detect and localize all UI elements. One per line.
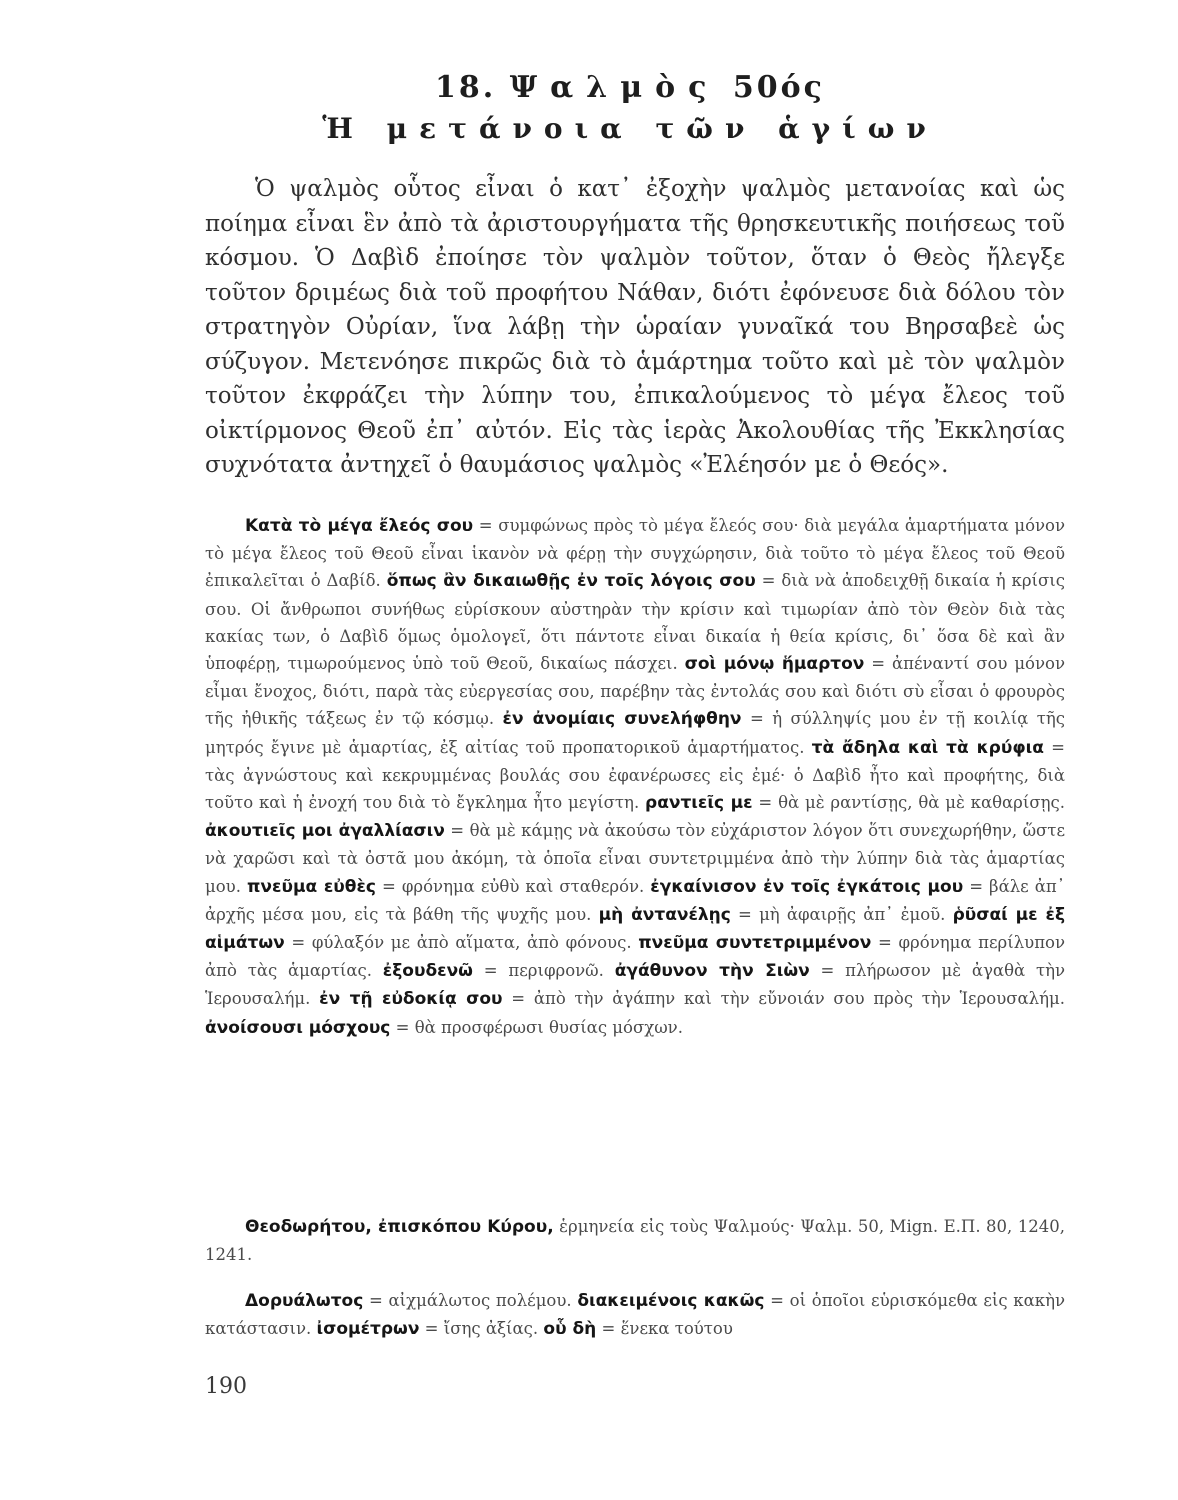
source-author: Θεοδωρήτου, ἐπισκόπου Κύρου, [245, 1217, 554, 1237]
term: Δορυάλωτος [245, 1291, 364, 1311]
psalm-number: 50ός [732, 70, 825, 105]
commentary-paragraph [205, 512, 1065, 1042]
term: ἀγάθυνον τὴν Σιὼν [614, 961, 810, 982]
term: ὅπως ἂν δικαιωθῇς ἐν τοῖς λόγοις σου [386, 571, 756, 592]
term: ἐξουδενῶ [382, 961, 473, 982]
psalm-subtitle: Ἡ μετάνοια τῶν ἁγίων [322, 112, 938, 145]
gloss: = βάλε ἀπ᾽ ἀρχῆς μέσα μου, εἰς τὰ βάθη τῆς ψυχῆς μου. [205, 876, 1065, 924]
gloss: = φύλαξόν με ἀπὸ αἵματα, ἀπὸ φόνους. [284, 933, 639, 953]
source-citation [205, 1213, 1065, 1268]
term: ἀκουτιεῖς μοι ἀγαλλίασιν [205, 821, 445, 842]
term: ῥῦσαί με ἐξ αἱμάτων [205, 904, 1065, 954]
gloss: = ἡ σύλληψίς μου ἐν τῇ κοιλίᾳ τῆς μητρός ἔγινε μὲ ἁμαρτίας, ἐξ αἰτίας τοῦ προπατορικοῦ ἁμαρτήματος. [205, 709, 1065, 757]
source-reference: ἑρμηνεία εἰς τοὺς Ψαλμούς· Ψαλμ. 50, Mign. E.Π. 80, 1240, 1241. [205, 1217, 1066, 1264]
gloss: = συμφώνως πρὸς τὸ μέγα ἔλεός σου· διὰ μεγάλα ἁμαρτήματα μόνον τὸ μέγα ἔλεος τοῦ Θεοῦ εἶναι ἱκανὸν νὰ φέρῃ τὴν συγχώρησιν, διὰ τοῦτο τὸ μέγα ἔλεος τοῦ Θεοῦ ἐπικαλεῖται ὁ Δαβίδ. [205, 516, 1065, 591]
page-number: 190 [205, 1374, 247, 1399]
term: μὴ ἀντανέλῃς [598, 904, 731, 925]
gloss: = φρόνημα εὐθὺ καὶ σταθερόν. [375, 876, 651, 896]
gloss: = ἀπὸ τὴν ἀγάπην καὶ τὴν εὔνοιάν σου πρὸς τὴν Ἱερουσαλήμ. [502, 989, 1065, 1009]
term: οὗ δὴ [543, 1319, 597, 1339]
term: πνεῦμα συντετριμμένον [638, 933, 872, 954]
gloss: = φρόνημα περίλυπον ἀπὸ τὰς ἁμαρτίας. [205, 933, 1066, 981]
term: ἰσομέτρων [316, 1319, 420, 1339]
term: ἐγκαίνισον ἐν τοῖς ἐγκάτοις μου [650, 876, 964, 897]
gloss: = ἴσης ἀξίας. [419, 1319, 544, 1338]
glossary-paragraph [205, 1287, 1065, 1343]
gloss: = περιφρονῶ. [472, 961, 615, 981]
term: ἐν τῇ εὐδοκίᾳ σου [319, 989, 503, 1010]
term: σοὶ μόνῳ ἥμαρτον [684, 654, 865, 675]
gloss: = ἀπέναντί σου μόνον εἶμαι ἔνοχος, διότι, παρὰ τὰς εὐεργεσίας σου, παρέβην τὰς ἐντολάς σου καὶ διότι σὺ εἶσαι ὁ φρουρὸς τῆς ἠθικῆς τάξεως ἐν τῷ κόσμῳ. [205, 654, 1065, 729]
term: τὰ ἄδηλα καὶ τὰ κρύφια [811, 737, 1044, 758]
psalm-heading [200, 70, 1060, 105]
term: πνεῦμα εὐθὲς [246, 876, 376, 897]
gloss: = θὰ μὲ ραντίσῃς, θὰ μὲ καθαρίσῃς. [752, 793, 1065, 813]
gloss: = ἕνεκα τούτου [596, 1319, 733, 1338]
gloss: = τὰς ἀγνώστους καὶ κεκρυμμένας βουλάς σου ἐφανέρωσες εἰς ἐμέ· ὁ Δαβὶδ ἦτο καὶ προφήτης, διὰ τοῦτο καὶ ἡ ἐνοχή του διὰ τὸ ἔγκλημα ἦτο μεγίστη. [205, 737, 1065, 813]
gloss: = θὰ μὲ κάμῃς νὰ ἀκούσω τὸν εὐχάριστον λόγον ὅτι συνεχωρήθην, ὥστε νὰ χαρῶσι καὶ τὰ ὀστᾶ μου ἀκόμη, τὰ ὁποῖα εἶναι συντετριμμένα ἀπὸ τὴν λύπην διὰ τὰς ἁμαρτίας μου. [205, 821, 1065, 896]
term: ἀνοίσουσι μόσχους [205, 1017, 391, 1038]
term: ραντιεῖς με [645, 793, 753, 814]
gloss: = μὴ ἀφαιρῇς ἀπ᾽ ἐμοῦ. [730, 904, 953, 924]
gloss: = θὰ προσφέρωσι θυσίας μόσχων. [390, 1017, 683, 1037]
psalm-word: Ψαλμὸς [509, 70, 720, 105]
gloss: = πλήρωσον μὲ ἀγαθὰ τὴν Ἱερουσαλήμ. [205, 961, 1066, 1009]
gloss: = οἱ ὁποῖοι εὑρισκόμεθα εἰς κακὴν κατάστασιν. [205, 1291, 1065, 1338]
term: ἐν ἀνομίαις συνελήφθην [502, 709, 742, 730]
term: διακειμένοις κακῶς [577, 1291, 765, 1311]
gloss: = αἰχμάλωτος πολέμου. [363, 1291, 578, 1310]
intro-paragraph: Ὁ ψαλμὸς οὗτος εἶναι ὁ κατ᾽ ἐξοχὴν ψαλμὸς μετανοίας καὶ ὡς ποίημα εἶναι ἓν ἀπὸ τὰ ἀριστουργήματα τῆς θρησκευτικῆς ποιήσεως τοῦ κόσμου. Ὁ Δαβὶδ ἐποίησε τὸν ψαλμὸν τοῦτον, ὅταν ὁ Θεὸς ἤλεγξε τοῦτον δριμέως διὰ τοῦ προφήτου Νάθαν, διότι ἐφόνευσε διὰ δόλου τὸν στρατηγὸν Οὐρίαν, ἵνα λάβῃ τὴν ὡραίαν γυναῖκά του Βηρσαβεὲ ὡς σύζυγον. Μετενόησε πικρῶς διὰ τὸ ἁμάρτημα τοῦτο καὶ μὲ τὸν ψαλμὸν τοῦτον ἐκφράζει τὴν λύπην του, ἐπικαλούμενος τὸ μέγα ἔλεος τοῦ οἰκτίρμονος Θεοῦ ἐπ᾽ αὐτόν. Εἰς τὰς ἱερὰς Ἀκολουθίας τῆς Ἐκκλησίας συχνότατα ἀντηχεῖ ὁ θαυμάσιος ψαλμὸς «Ἐλέησόν με ὁ Θεός». [205, 176, 1065, 478]
gloss: = διὰ νὰ ἀποδειχθῇ δικαία ἡ κρίσις σου. Οἱ ἄνθρωποι συνήθως εὑρίσκουν αὐστηρὰν τὴν κρίσιν καὶ τιμωρίαν ἀπὸ τὸν Θεὸν διὰ τὰς κακίας των, ὁ Δαβὶδ ὅμως ὁμολογεῖ, ὅτι πάντοτε εἶναι δικαία ἡ θεία κρίσις, δι᾽ ὅσα δὲ καὶ ἂν ὑποφέρῃ, τιμωρούμενος ὑπὸ τοῦ Θεοῦ, δικαίως πάσχει. [205, 571, 1065, 674]
term: Κατὰ τὸ μέγα ἔλεός σου [245, 516, 474, 536]
section-number: 18. [435, 70, 497, 105]
